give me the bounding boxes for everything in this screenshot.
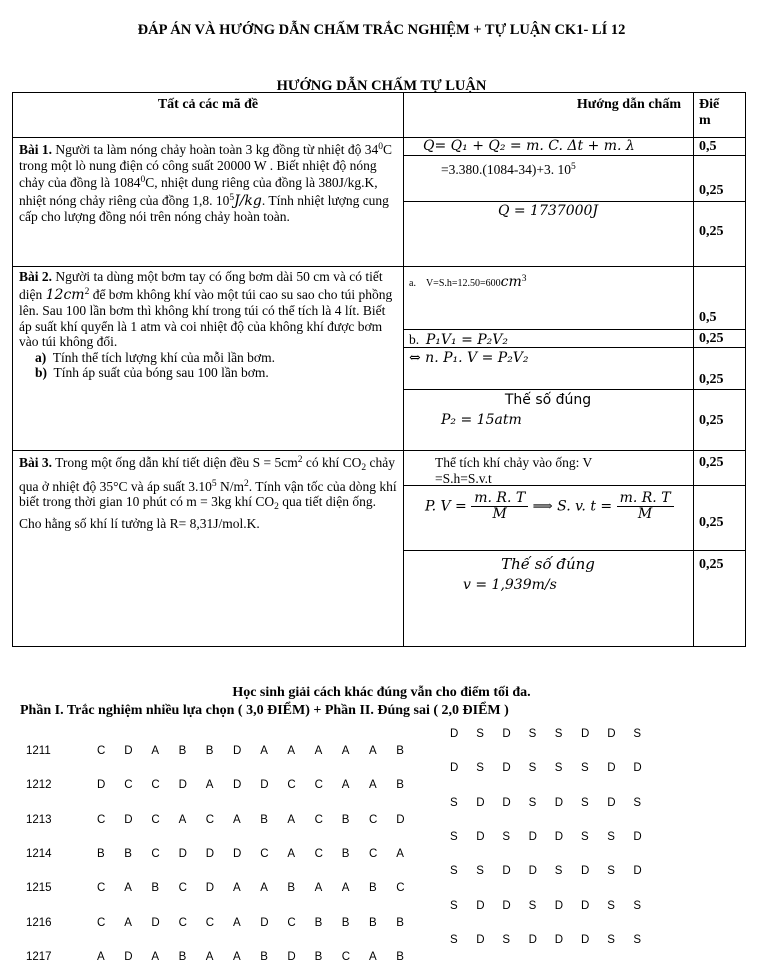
- multiple-choice-answer: C: [151, 813, 160, 826]
- row-divider: [403, 389, 746, 390]
- document-title: ĐÁP ÁN VÀ HƯỚNG DẪN CHẤM TRẮC NGHIỆM + TỰ LUẬN CK1- LÍ 12: [137, 22, 626, 38]
- row-divider: [403, 155, 746, 156]
- step-2-lhs: P. V =: [425, 498, 467, 515]
- problem-1-score-3: 0,25: [699, 224, 724, 239]
- problem-3-score-2: 0,25: [699, 515, 724, 530]
- multiple-choice-answer: B: [396, 745, 404, 757]
- exam-code: 1212: [26, 779, 52, 792]
- true-false-answer: S: [450, 899, 458, 912]
- column-header-guide: Hướng dẫn chấm: [576, 97, 681, 112]
- true-false-answer: S: [607, 830, 615, 843]
- problem-1-unit: J/kg: [234, 192, 262, 209]
- multiple-choice-answer: A: [124, 882, 132, 895]
- step-2-mid: ⟹ S. v. t =: [532, 498, 613, 515]
- row-divider: [13, 266, 746, 267]
- multiple-choice-answer: A: [341, 779, 350, 792]
- problem-1-score-2: 0,25: [699, 183, 724, 198]
- multiple-choice-answer: B: [341, 813, 350, 826]
- fraction-2-numerator: m. R. T: [617, 491, 674, 507]
- multiple-choice-answer: C: [205, 916, 215, 929]
- problem-3-s-exp: 2: [297, 455, 303, 465]
- true-false-answer: S: [581, 796, 589, 809]
- true-false-answer: D: [581, 933, 590, 946]
- problem-1-label: Bài 1.: [19, 142, 53, 157]
- step-b-label: b.: [409, 332, 420, 347]
- true-false-answer: S: [450, 796, 458, 809]
- problem-3-co2-sub-2: 2: [274, 502, 279, 512]
- true-false-answer: S: [476, 728, 484, 740]
- step-a-formula: V=S.h=12.50=600: [425, 278, 501, 289]
- true-false-answer: S: [528, 728, 537, 740]
- row-divider: [13, 137, 746, 138]
- true-false-answer: D: [476, 830, 485, 843]
- multiple-choice-answer: C: [151, 847, 160, 860]
- problem-1-step-3: Q = 1737000J: [497, 203, 599, 219]
- true-false-answer: D: [554, 899, 564, 912]
- true-false-answer: D: [476, 899, 485, 912]
- true-false-answer: S: [581, 830, 589, 843]
- multiple-choice-answer: D: [151, 916, 160, 929]
- true-false-answer: S: [633, 933, 642, 946]
- multiple-choice-answer: D: [124, 950, 133, 963]
- multiple-choice-answer: C: [287, 779, 296, 792]
- true-false-answer: S: [581, 762, 589, 775]
- exam-code: 1215: [26, 882, 52, 895]
- step-a-unit: cm: [500, 274, 522, 290]
- true-false-answer: D: [607, 796, 616, 809]
- true-false-answer: S: [554, 762, 563, 775]
- true-false-answer: D: [528, 865, 537, 878]
- problem-1-score-1: 0,5: [699, 139, 717, 154]
- multiple-choice-answer: A: [205, 779, 214, 792]
- exam-code: 1216: [26, 916, 52, 929]
- problem-3-co2-sub: 2: [361, 463, 367, 473]
- problem-3-text-a: Trong một ống dẫn khí tiết diện đều S = 5cm: [55, 455, 298, 470]
- problem-3-p-exp: 5: [211, 478, 217, 489]
- problem-3-unit-exp: 2: [244, 478, 249, 489]
- true-false-answer: S: [633, 899, 642, 912]
- multiple-choice-answer: C: [97, 813, 106, 826]
- multiple-choice-answer: A: [151, 950, 160, 963]
- multiple-choice-answer: D: [205, 882, 215, 895]
- multiple-choice-answer: C: [97, 745, 106, 757]
- multiple-choice-answer: A: [369, 950, 377, 963]
- score-header-line1: Điể: [699, 97, 720, 112]
- true-false-answer: D: [633, 865, 642, 878]
- true-false-answer: D: [502, 762, 511, 775]
- multiple-choice-answer: B: [369, 916, 377, 929]
- fraction-1-numerator: m. R. T: [471, 491, 528, 507]
- true-false-answer: S: [450, 865, 458, 878]
- problem-2-text-b: để bơm không khí vào một túi cao su sao cho túi phồng lên. Sau 100 lần bơm thì không khí trong túi có thể tích là 4 lít. Biết áp suất khí quyển là 1 atm và coi nhiệt độ của không khí được bơm vào túi không đổi.: [19, 286, 393, 349]
- true-false-answer: S: [528, 899, 537, 912]
- true-false-answer: S: [554, 865, 563, 878]
- problem-3-score-1: 0,25: [699, 455, 724, 470]
- multiple-choice-answer: A: [233, 950, 241, 963]
- multiple-choice-answer: B: [97, 847, 105, 860]
- multiple-choice-answer: A: [97, 950, 105, 963]
- problem-3-substitution: Thế số đúng: [501, 555, 595, 573]
- step-1-line-2: =S.h=S.v.t: [435, 470, 492, 486]
- column-header-problems: Tất cả các mã đề: [157, 97, 259, 112]
- step-1-line-1: Thể tích khí chảy vào ống: V: [435, 455, 593, 470]
- problem-3-result: v = 1,939m/s: [463, 577, 557, 593]
- problem-2-step-c: ⇔ n. P₁. V = P₂V₂: [409, 350, 529, 366]
- multiple-choice-answer: C: [341, 950, 351, 963]
- row-divider: [403, 550, 746, 551]
- column-header-score: [699, 97, 744, 128]
- row-divider: [13, 450, 746, 451]
- multiple-choice-answer: B: [178, 745, 187, 757]
- true-false-answer: D: [502, 865, 511, 878]
- true-false-answer: D: [581, 899, 590, 912]
- problem-2-step-b: [409, 332, 693, 349]
- multiple-choice-answer: A: [287, 813, 296, 826]
- multiple-choice-answer: C: [396, 882, 405, 895]
- problem-3-text-c: chảy qua ở nhiệt độ 35°C và áp suất 3.10: [19, 455, 395, 494]
- multiple-choice-answer: D: [233, 847, 242, 860]
- multiple-choice-answer: D: [233, 779, 242, 792]
- problem-3-text-e: . Tính vận tốc của dòng khí biết trong thời gian 10 phút có m = 3kg khí CO: [19, 478, 397, 509]
- problem-2-step-a: [409, 272, 693, 292]
- multiple-choice-answer: A: [233, 882, 241, 895]
- true-false-answer: D: [450, 762, 459, 775]
- multiple-choice-answer: B: [341, 847, 350, 860]
- fraction-1: [471, 491, 528, 522]
- multiple-choice-answer: A: [205, 950, 214, 963]
- multiple-choice-answer: C: [178, 916, 187, 929]
- exam-code: 1214: [26, 847, 52, 860]
- multiple-choice-answer: A: [341, 882, 350, 895]
- multiple-choice-answer: D: [260, 916, 269, 929]
- true-false-answer: S: [633, 728, 642, 740]
- exam-code: 1213: [26, 813, 52, 826]
- multiple-choice-answer: D: [260, 779, 269, 792]
- multiple-choice-answer: D: [124, 745, 133, 757]
- true-false-answer: D: [502, 728, 511, 740]
- true-false-answer: S: [554, 728, 563, 740]
- problem-3-text-d: N/m: [216, 478, 245, 494]
- true-false-answer: S: [607, 899, 615, 912]
- true-false-answer: S: [450, 830, 458, 843]
- multiple-choice-answer: B: [260, 950, 268, 963]
- multiple-choice-answer: B: [178, 950, 187, 963]
- true-false-answer: D: [554, 796, 564, 809]
- true-false-answer: D: [581, 728, 590, 740]
- step-a-label: a.: [409, 278, 416, 289]
- multiple-choice-answer: D: [205, 847, 215, 860]
- multiple-choice-answer: B: [341, 916, 350, 929]
- multiple-choice-answer: B: [369, 882, 377, 895]
- multiple-choice-answer: D: [124, 813, 133, 826]
- true-false-answer: D: [450, 728, 459, 740]
- problem-2-area: 12cm: [45, 286, 85, 303]
- problem-1-text-a: Người ta làm nóng chảy hoàn toàn 3 kg đồng từ nhiệt độ 34: [55, 142, 379, 157]
- problem-1-step-2-exp: 5: [570, 162, 576, 172]
- true-false-answer: D: [476, 796, 485, 809]
- question-a-text: Tính thể tích lượng khí của mỗi lần bơm.: [52, 349, 275, 365]
- problem-3-score-3: 0,25: [699, 557, 724, 572]
- true-false-answer: S: [607, 933, 615, 946]
- multiple-choice-answer: C: [205, 813, 215, 826]
- multiple-choice-answer: B: [260, 813, 268, 826]
- multiple-choice-answer: D: [178, 847, 187, 860]
- multiple-choice-answer: B: [205, 745, 214, 757]
- multiple-choice-answer: C: [178, 882, 187, 895]
- true-false-answer: D: [528, 830, 537, 843]
- problem-3-text-f: qua tiết diện ống. Cho hằng số khí lí tưởng là R= 8,31J/mol.K.: [19, 494, 376, 531]
- problem-3-step-1: [435, 455, 693, 486]
- problem-1-step-2: [441, 160, 691, 178]
- multiple-choice-answer: A: [396, 847, 404, 860]
- multiple-choice-answer: B: [314, 950, 323, 963]
- problem-1-text-b: C trong một lò nung điện có công suất 20000 W . Biết nhiệt độ nóng chảy của đồng là 1084: [19, 142, 393, 190]
- problem-1-text: [19, 140, 399, 225]
- true-false-answer: S: [528, 762, 537, 775]
- multiple-choice-answer: C: [97, 882, 106, 895]
- problem-1-text-c: C, nhiệt dung riêng của đồng là 380J/kg.K, nhiệt nóng chảy riêng của đồng 1,8. 10: [19, 175, 378, 208]
- multiple-choice-answer: A: [124, 916, 132, 929]
- multiple-choice-answer: A: [233, 813, 241, 826]
- true-false-answer: S: [633, 796, 642, 809]
- question-b-label: b): [35, 365, 48, 380]
- true-false-answer: D: [633, 762, 642, 775]
- problem-2-question-a: [19, 350, 399, 366]
- problem-2-score-3: 0,25: [699, 372, 724, 387]
- true-false-answer: S: [502, 830, 511, 843]
- row-divider: [403, 329, 746, 330]
- true-false-answer: D: [554, 933, 564, 946]
- multiple-choice-answer: C: [314, 779, 323, 792]
- problem-1-deg2: 0: [140, 175, 146, 185]
- problem-3-step-2: [425, 491, 693, 522]
- problem-2-question-b: [19, 365, 399, 381]
- answer-key-heading: Phần I. Trắc nghiệm nhiều lựa chọn ( 3,0 ĐIỂM) + Phần II. Đúng sai ( 2,0 ĐIỂM ): [20, 703, 509, 718]
- multiple-choice-answer: C: [97, 916, 106, 929]
- grading-table: [12, 92, 746, 647]
- multiple-choice-answer: C: [124, 779, 133, 792]
- exam-code: 1211: [26, 745, 51, 757]
- problem-3-text-b: có khí CO: [302, 455, 362, 470]
- problem-2-text-a: Người ta dùng một bơm tay có ống bơm dài 50 cm và có tiết diện: [19, 269, 383, 302]
- grading-note: Học sinh giải cách khác đúng vẫn cho điểm tối đa.: [232, 685, 531, 700]
- true-false-answer: D: [502, 796, 511, 809]
- problem-2-score-1: 0,5: [699, 310, 717, 325]
- multiple-choice-answer: C: [369, 813, 378, 826]
- multiple-choice-answer: D: [287, 950, 296, 963]
- score-header-line2: m: [699, 112, 711, 128]
- true-false-answer: S: [476, 865, 484, 878]
- fraction-1-denominator: M: [492, 506, 507, 522]
- multiple-choice-answer: A: [260, 745, 268, 757]
- multiple-choice-answer: A: [341, 745, 350, 757]
- multiple-choice-answer: A: [314, 745, 323, 757]
- question-b-text: Tính áp suất của bóng sau 100 lần bơm.: [53, 365, 269, 380]
- problem-3-label: Bài 3.: [19, 455, 53, 470]
- row-divider: [403, 201, 746, 202]
- multiple-choice-answer: D: [97, 779, 106, 792]
- true-false-answer: D: [502, 899, 511, 912]
- multiple-choice-answer: C: [287, 916, 296, 929]
- multiple-choice-answer: C: [151, 779, 160, 792]
- true-false-answer: D: [633, 830, 642, 843]
- multiple-choice-answer: A: [151, 745, 160, 757]
- multiple-choice-answer: A: [287, 847, 296, 860]
- multiple-choice-answer: A: [314, 882, 323, 895]
- problem-3-text: [19, 453, 399, 531]
- true-false-answer: D: [607, 762, 616, 775]
- multiple-choice-answer: C: [260, 847, 269, 860]
- fraction-2-denominator: M: [637, 506, 653, 522]
- problem-1-step-2-text: =3.380.(1084-34)+3. 10: [441, 162, 571, 177]
- multiple-choice-answer: B: [287, 882, 296, 895]
- problem-2-score-2: 0,25: [699, 331, 724, 346]
- column-divider: [693, 93, 694, 646]
- problem-2-result: P₂ = 15atm: [441, 412, 522, 428]
- problem-2-area-exp: 2: [84, 286, 90, 297]
- multiple-choice-answer: B: [314, 916, 323, 929]
- multiple-choice-answer: D: [178, 779, 187, 792]
- exam-code: 1217: [26, 950, 52, 963]
- true-false-answer: S: [502, 933, 511, 946]
- problem-2-text: [19, 269, 399, 381]
- step-a-unit-exp: 3: [521, 274, 527, 284]
- problem-2-score-4: 0,25: [699, 413, 724, 428]
- multiple-choice-answer: B: [151, 882, 160, 895]
- true-false-answer: D: [554, 830, 564, 843]
- problem-1-deg1: 0: [378, 142, 383, 152]
- multiple-choice-answer: A: [233, 916, 241, 929]
- true-false-answer: D: [528, 933, 537, 946]
- multiple-choice-answer: C: [314, 847, 323, 860]
- multiple-choice-answer: A: [260, 882, 268, 895]
- multiple-choice-answer: D: [396, 813, 405, 826]
- true-false-answer: D: [476, 933, 485, 946]
- essay-section-title: HƯỚNG DẪN CHẤM TỰ LUẬN: [276, 78, 487, 94]
- true-false-answer: S: [450, 933, 458, 946]
- multiple-choice-answer: A: [178, 813, 187, 826]
- multiple-choice-answer: A: [369, 745, 377, 757]
- question-a-label: a): [35, 349, 47, 365]
- multiple-choice-answer: C: [314, 813, 323, 826]
- problem-2-label: Bài 2.: [19, 269, 53, 284]
- multiple-choice-answer: B: [396, 950, 404, 963]
- multiple-choice-answer: D: [233, 745, 242, 757]
- true-false-answer: D: [581, 865, 590, 878]
- multiple-choice-answer: A: [369, 779, 377, 792]
- problem-1-text-e: . Tính nhiệt lượng cung cấp cho lượng đồng nói trên nóng chảy hoàn toàn.: [19, 192, 389, 224]
- multiple-choice-answer: A: [287, 745, 296, 757]
- multiple-choice-answer: B: [396, 779, 404, 792]
- problem-2-substitution: Thế số đúng: [504, 392, 592, 408]
- multiple-choice-answer: B: [124, 847, 132, 860]
- multiple-choice-answer: B: [396, 916, 404, 929]
- multiple-choice-answer: C: [369, 847, 378, 860]
- true-false-answer: S: [476, 762, 484, 775]
- true-false-answer: S: [528, 796, 537, 809]
- problem-1-exp: 5: [229, 192, 235, 203]
- true-false-answer: D: [607, 728, 616, 740]
- true-false-answer: S: [607, 865, 615, 878]
- step-b-formula: P₁V₁ = P₂V₂: [425, 332, 509, 348]
- fraction-2: [617, 491, 674, 522]
- problem-1-step-1: Q= Q₁ + Q₂ = m. C. Δt + m. λ: [423, 138, 635, 154]
